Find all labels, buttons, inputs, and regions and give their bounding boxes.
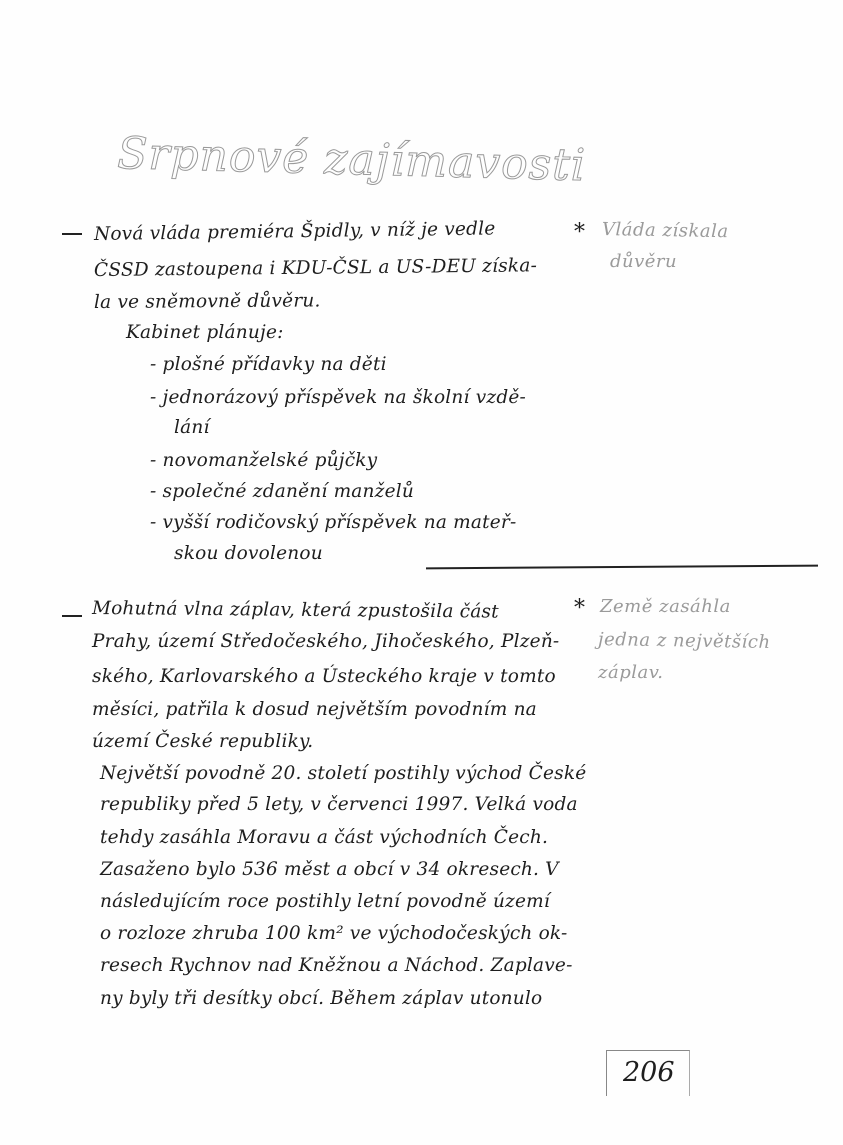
bullet-dash [62, 233, 82, 235]
page-title: Srpnové zajímavosti [116, 128, 587, 192]
section2-line: tehdy zasáhla Moravu a část východních Čech. [100, 827, 549, 848]
section1-line: Nová vláda premiéra Špidly, v níž je vedle [93, 218, 496, 245]
section2-line: republiky před 5 lety, v červenci 1997. Velká voda [100, 794, 578, 815]
page-number-box [606, 1050, 690, 1096]
section2-line: Prahy, území Středočeského, Jihočeského, Plzeň- [92, 631, 560, 652]
section1-line: - novomanželské půjčky [150, 450, 378, 471]
section2-line: o rozloze zhruba 100 km² ve východočeských ok- [100, 923, 568, 944]
section1-line: - společné zdanění manželů [150, 481, 414, 502]
section1-line: - vyšší rodičovský příspěvek na mateř- [150, 512, 517, 533]
section-divider [426, 565, 818, 569]
section2-line: ny byly tři desítky obcí. Během záplav utonulo [100, 988, 543, 1009]
bullet-dash [62, 615, 82, 617]
section2-line: měsíci, patřila k dosud největším povodním na [92, 699, 537, 720]
section1-line: - plošné přídavky na děti [150, 354, 387, 375]
section2-line: resech Rychnov nad Kněžnou a Náchod. Zaplave- [100, 955, 573, 976]
section1-line: Kabinet plánuje: [126, 322, 284, 343]
section2-line: Zasaženo bylo 536 měst a obcí v 34 okresech. V [100, 859, 559, 880]
margin-note-line: Vláda získala [601, 219, 729, 243]
section1-line: - jednorázový příspěvek na školní vzdě- [150, 387, 526, 408]
asterisk-mark: * [574, 220, 585, 245]
margin-note-line: důvěru [610, 251, 678, 272]
section2-line: ského, Karlovarského a Ústeckého kraje v tomto [92, 666, 556, 687]
section2-line: Mohutná vlna záplav, která zpustošila část [91, 598, 499, 623]
page-number: 206 [623, 1057, 675, 1088]
section1-line: ČSSD zastoupena i KDU-ČSL a US-DEU získa- [93, 255, 538, 281]
section2-line: Největší povodně 20. století postihly východ České [100, 763, 587, 784]
section1-line: skou dovolenou [174, 543, 323, 564]
margin-note-line: jedna z největších [597, 629, 771, 654]
section2-line: území České republiky. [92, 731, 314, 752]
section1-line: la ve sněmovně důvěru. [93, 290, 321, 313]
margin-note-line: Země zasáhla [600, 596, 731, 617]
section2-line: následujícím roce postihly letní povodně území [100, 891, 551, 912]
asterisk-mark: * [574, 596, 585, 621]
margin-note-line: záplav. [598, 662, 664, 683]
section1-line: lání [174, 417, 210, 438]
